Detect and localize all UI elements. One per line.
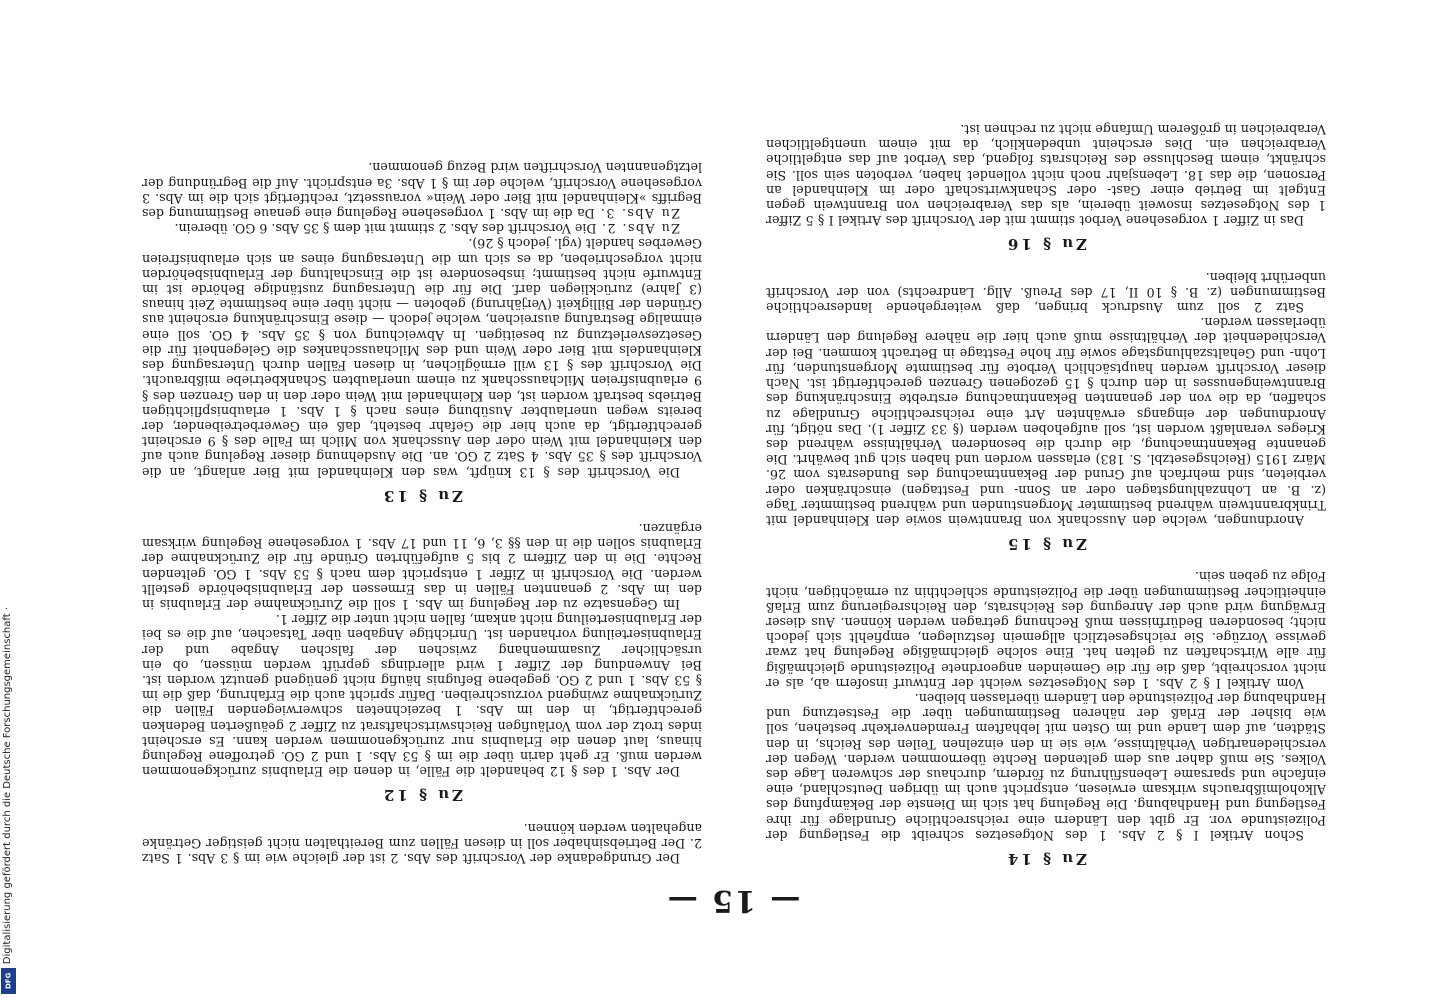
dfg-logo: DFG — [1, 968, 16, 994]
section-heading-13: Zu § 13 — [380, 486, 464, 505]
paragraph: Der Grundgedanke der Vorschrift des Abs. 2 ist der gleiche wie im § 3 Abs. 1 Satz 2. Der Betriebsinhaber soll in diesen Fällen zum Bereithalten nicht geistiger Getränke angehalten werden können. — [142, 820, 702, 866]
subsection-label: Zu Abs. 3. — [599, 206, 680, 222]
paragraph: Der Abs. 1 des § 12 behandelt die Fälle, in denen die Erlaubnis zurückgenommen werden muß. Er geht darin über die im § 53 Abs. 1 und 2 GO. getroffene Regelung hinaus, laut denen die Erlaubnis nur zurückgenommen werden kann. Es erscheint indes trotz der vom Vorläufigen Reichswirtschaftsrat zu Ziffer 2 geäußerten Bedenken gerechtfertigt, in den im Abs. 1 bezeichneten schwerwiegenden Fällen die Zurücknahme zwingend vorzuschreiben. Dafür spricht auch die Erfahrung, daß die im § 53 Abs. 1 und 2 GO. gegebene Befugnis häufig nicht genügend genutzt worden ist. Bei Anwendung der Ziffer 1 wird allerdings geprüft werden müssen, ob ein ursächlicher Zusammenhang zwischen der falschen Angabe und der Erlaubniserteilung vorhanden ist. Unrichtige Angaben über Tatsachen, auf die es bei der Erlaubniserteilung nicht ankam, fallen nicht unter die Ziffer 1. — [142, 612, 702, 780]
paragraph: Satz 2 soll zum Ausdruck bringen, daß weitergehende landesrechtliche Bestimmungen (z. B. § 10 II, 17 des Preuß. Allg. Landrechts) von der Vorschrift unberührt bleiben. — [766, 269, 1326, 316]
section-heading-14: Zu § 14 — [1004, 850, 1088, 868]
subsection-text: Die Vorschrift des Abs. 2 stimmt mit dem § 35 Abs. 6 GO. überein. — [174, 221, 597, 237]
paragraph: Das in Ziffer 1 vorgesehene Verbot stimmt mit der Vorschrift des Artikel I § 5 Ziffer 1 des Notgesetzes insoweit überein, als das Verabreichen von Branntwein gegen Entgelt im Betrieb einer Gast- oder Schankwirtschaft oder im Kleinhandel an Personen, die das 18. Lebensjahr noch nicht vollendet haben, verboten sein soll. Sie schränkt, einem Beschlusse des Reichsrats folgend, das Verbot auf das entgeltliche Verabreichen ein. Dies erscheint unbedenklich, da mit einem unentgeltlichen Verabreichen in größerem Umfange nicht zu rechnen ist. — [766, 122, 1326, 229]
page-number: — 15 — — [665, 883, 801, 918]
digitization-credit — [0, 0, 20, 1000]
paragraph — [142, 160, 702, 221]
paragraph: Im Gegensatze zu der Regelung im Abs. 1 soll die Zurücknahme der Erlaubnis in den im Abs. 2 genannten Fällen in das Ermessen der Erlaubnisbehörde gestellt werden. Die Vorschrift in Ziffer 1 entspricht dem nach § 53 Abs. 1 GO. geltenden Rechte. Die in den Ziffern 2 bis 5 aufgeführten Gründe für die Zurücknahme der Erlaubnis sollen die in den §§ 3, 6, 11 und 17 Abs. 1 vorgesehene Regelung wirksam ergänzen. — [142, 520, 702, 612]
paragraph: Die Vorschrift des § 13 knüpft, was den Kleinhandel mit Bier anlangt, an die Vorschrift des § 35 Abs. 4 Satz 2 GO. an. Die Ausdehnung dieser Regelung auch auf den Kleinhandel mit Wein oder den Ausschank von Milch im Falle des § 9 erscheint gerechtfertigt, da auch hier die Gefahr besteht, daß ein Gewerbetreibender, der bereits wegen unerlaubter Ausübung eines nach § 1 Abs. 1 erlaubnispflichtigen Betriebs bestraft worden ist, den Kleinhandel mit Wein oder den in den Grenzen des § 9 erlaubnisfreien Milchausschank zu einem unerlaubten Schankbetriebe mißbraucht. Die Vorschrift des § 13 will ermöglichen, in diesen Fällen durch Untersagung des Kleinhandels mit Bier oder Wein und des Milchausschankes die Gelegenheit für die Gesetzesverletzung zu beseitigen. In Abweichung von § 35 Abs. 4 GO. soll eine einmalige Bestrafung ausreichen, welche jedoch — diese Einschränkung erscheint aus Gründen der Billigkeit (Verjährung) geboten — nicht über eine bestimmte Zeit hinaus (3 Jahre) zurückliegen darf. Die für die Untersagung zuständige Behörde ist im Entwurfe nicht bestimmt; insbesondere ist die Einschaltung der Erlaubnisbehörden nicht vorgeschrieben, da es sich um die Untersagung eines an sich erlaubnisfreien Gewerbes handelt (vgl. jedoch § 26). — [142, 236, 702, 480]
credit-text: Digitalisierung gefördert durch die Deutsche Forschungsgemeinschaft · — [2, 606, 13, 964]
subsection-label: Zu Abs. 2. — [600, 221, 680, 237]
subsection-text: Da die im Abs. 1 vorgesehene Regelung eine genaue Bestimmung des Begriffs »Kleinhandel mit Bier oder Wein« voraussetzt, rechtfertigt sich die im Abs. 3 vorgesehene Vorschrift, welche der im § 1 Abs. 3a entspricht. Auf die Begründung der letztgenannten Vorschriften wird Bezug genommen. — [141, 160, 702, 222]
paragraph: Vom Artikel I § 2 Abs. 1 des Notgesetzes weicht der Entwurf insofern ab, als er nicht vorschreibt, daß die für die Gemeinden angeordnete Polizeistunde gleichmäßig für alle Wirtschaften zu gelten hat. Eine solche gleichmäßige Regelung hat zwar gewisse Vorzüge. Sie reichsgesetzlich allgemein festzulegen, empfiehlt sich jedoch nicht; besonderen Bedürfnissen muß Rechnung getragen werden können. Aus dieser Erwägung wird auch der Anregung des Reichsrats, den Reichsregierung zum Erlaß einheitlicher Bestimmungen über die Polizeistunde schlechthin zu ermächtigen, nicht Folge zu geben sein. — [766, 569, 1326, 691]
section-heading-12: Zu § 12 — [380, 786, 464, 805]
paragraph: Schon Artikel I § 2 Abs. 1 des Notgesetzes schreibt die Festlegung der Polizeistunde vor. Er gibt den Ländern eine reichsrechtliche Grundlage für ihre Festlegung und Handhabung. Die Regelung hat sich im Dienste der Bekämpfung des Alkoholmißbrauchs wirksam erwiesen, entspricht auch im übrigen Deutschland, eine einfache und sparsame Lebensführung zu fördern, durchaus der schweren Lage des Volkes. Sie muß daher aus dem geltenden Rechte übernommen werden. Wegen der verschiedenartigen Verhältnisse, wie sie in den einzelnen Teilen des Reichs, in den Städten, auf dem Lande und im Osten mit lebhaftem Fremdenverkehr bestehen, soll wie bisher der Erlaß der näheren Bestimmungen über die Festsetzung und Handhabung der Polizeistunde den Ländern überlassen bleiben. — [766, 690, 1326, 843]
scanned-page — [140, 82, 1326, 918]
section-heading-16: Zu § 16 — [1004, 235, 1088, 254]
left-column — [766, 82, 1326, 866]
paragraph: Anordnungen, welche den Ausschank von Branntwein sowie den Kleinhandel mit Trinkbranntwein während bestimmter Morgenstunden und während bestimmter Tage (z. B. an Lohnzahlungstagen oder an Sonn- und Festtagen) einschränken oder verbieten, sind mehrfach auf Grund der Bekanntmachung des Bundesrats vom 26. März 1915 (Reichsgesetzbl. S. 183) erlassen worden und haben sich gut bewährt. Die genannte Bekanntmachung, die durch die besonderen Verhältnisse während des Krieges veranlaßt worden ist, soll aufgehoben werden (§ 33 Ziffer 1). Das nötigt, für Anordnungen der eingangs erwähnten Art eine reichsrechtliche Grundlage zu schaffen, da die von der genannten Bekanntmachung erstrebte Einschränkung des Branntweingenusses in den durch § 15 gezogenen Grenzen gerechtfertigt ist. Nach dieser Vorschrift werden hauptsächlich Verbote für bestimmte Morgenstunden, für Lohn- und Gehaltszahlungstage sowie für hohe Festtage in Betracht kommen. Bei der Verschiedenheit der Verhältnisse muß auch hier die nähere Regelung den Ländern überlassen werden. — [766, 315, 1326, 528]
paragraph — [142, 221, 702, 236]
section-heading-15: Zu § 15 — [1004, 535, 1088, 554]
right-column — [142, 82, 702, 866]
